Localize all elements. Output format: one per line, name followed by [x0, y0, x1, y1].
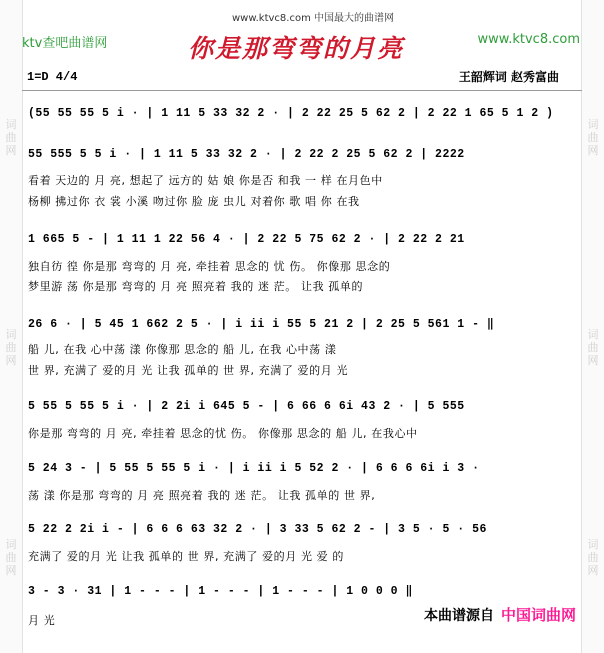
notation-line: 5 22 2 2i i - | 6 6 6 63 32 2 · | 3 33 5 62 2 - | 3 5 · 5 · 56	[28, 523, 487, 536]
lyric-line: 独自彷 徨 你是那 弯弯的 月 亮, 牵挂着 思念的 忧 伤。 你像那 思念的	[28, 260, 391, 273]
lyric-line: 世 界, 充满了 爱的月 光 让我 孤单的 世 界, 充满了 爱的月 光	[28, 364, 349, 377]
left-watermark: 词 曲 网	[5, 328, 17, 367]
song-title: 你是那弯弯的月亮	[188, 34, 405, 63]
notation-line: 1 665 5 - | 1 11 1 22 56 4 · | 2 22 5 75 62 2 · | 2 22 2 21	[28, 233, 465, 246]
right-watermark: 词 曲 网	[587, 538, 599, 577]
center-site-url: www.ktvc8.com 中国最大的曲谱网	[232, 13, 395, 24]
lyric-line: 你是那 弯弯的 月 亮, 牵挂着 思念的忧 伤。 你像那 思念的 船 儿, 在我心中	[28, 427, 418, 440]
lyric-line: 梦里游 荡 你是那 弯弯的 月 亮 照亮着 我的 迷 茫。 让我 孤单的	[28, 280, 364, 293]
lyric-line: 杨柳 拂过你 衣 裳 小溪 吻过你 脸 庞 虫儿 对着你 歌 唱 你 在我	[28, 195, 360, 208]
notation-line: 55 555 5 5 i · | 1 11 5 33 32 2 · | 2 22 2 25 5 62 2 | 2222	[28, 148, 465, 161]
source-brand-link[interactable]: 中国词曲网	[500, 606, 576, 624]
lyric-line: 月 光	[28, 614, 56, 627]
lyric-line: 充满了 爱的月 光 让我 孤单的 世 界, 充满了 爱的月 光 爱 的	[28, 550, 344, 563]
key-signature: 1=D 4/4	[27, 70, 78, 84]
right-watermark: 词 曲 网	[587, 118, 599, 157]
lyric-line: 荡 漾 你是那 弯弯的 月 亮 照亮着 我的 迷 茫。 让我 孤单的 世 界,	[28, 489, 376, 502]
notation-line: 3 - 3 · 31 | 1 - - - | 1 - - - | 1 - - - | 1 0 0 0 ‖	[28, 585, 413, 598]
source-label: 本曲谱源自	[424, 608, 494, 624]
site-url-right: www.ktvc8.com	[477, 32, 580, 47]
lyric-line: 船 儿, 在我 心中荡 漾 你像那 思念的 船 儿, 在我 心中荡 漾	[28, 343, 337, 356]
notation-line: 5 24 3 - | 5 55 5 55 5 i · | i ii i 5 52 2 · | 6 6 6 6i i 3 ·	[28, 462, 480, 475]
left-watermark: 词 曲 网	[5, 118, 17, 157]
notation-line: 26 6 · | 5 45 1 662 2 5 · | i ii i 55 5 21 2 | 2 25 5 561 1 - ‖	[28, 318, 495, 331]
site-name-left: ktv查吧曲谱网	[22, 36, 108, 51]
right-watermark: 词 曲 网	[587, 328, 599, 367]
lyricist-composer-credits: 王韶辉词 赵秀富曲	[458, 70, 559, 84]
lyric-line: 看着 天边的 月 亮, 想起了 远方的 姑 娘 你是否 和我 一 样 在月色中	[28, 174, 383, 187]
notation-line: (55 55 55 5 i · | 1 11 5 33 32 2 · | 2 22 25 5 62 2 | 2 22 1 65 5 1 2 )	[28, 107, 554, 120]
left-watermark: 词 曲 网	[5, 538, 17, 577]
notation-line: 5 55 5 55 5 i · | 2 2i i 645 5 - | 6 66 6 6i 43 2 · | 5 555	[28, 400, 465, 413]
header-divider	[22, 90, 582, 91]
